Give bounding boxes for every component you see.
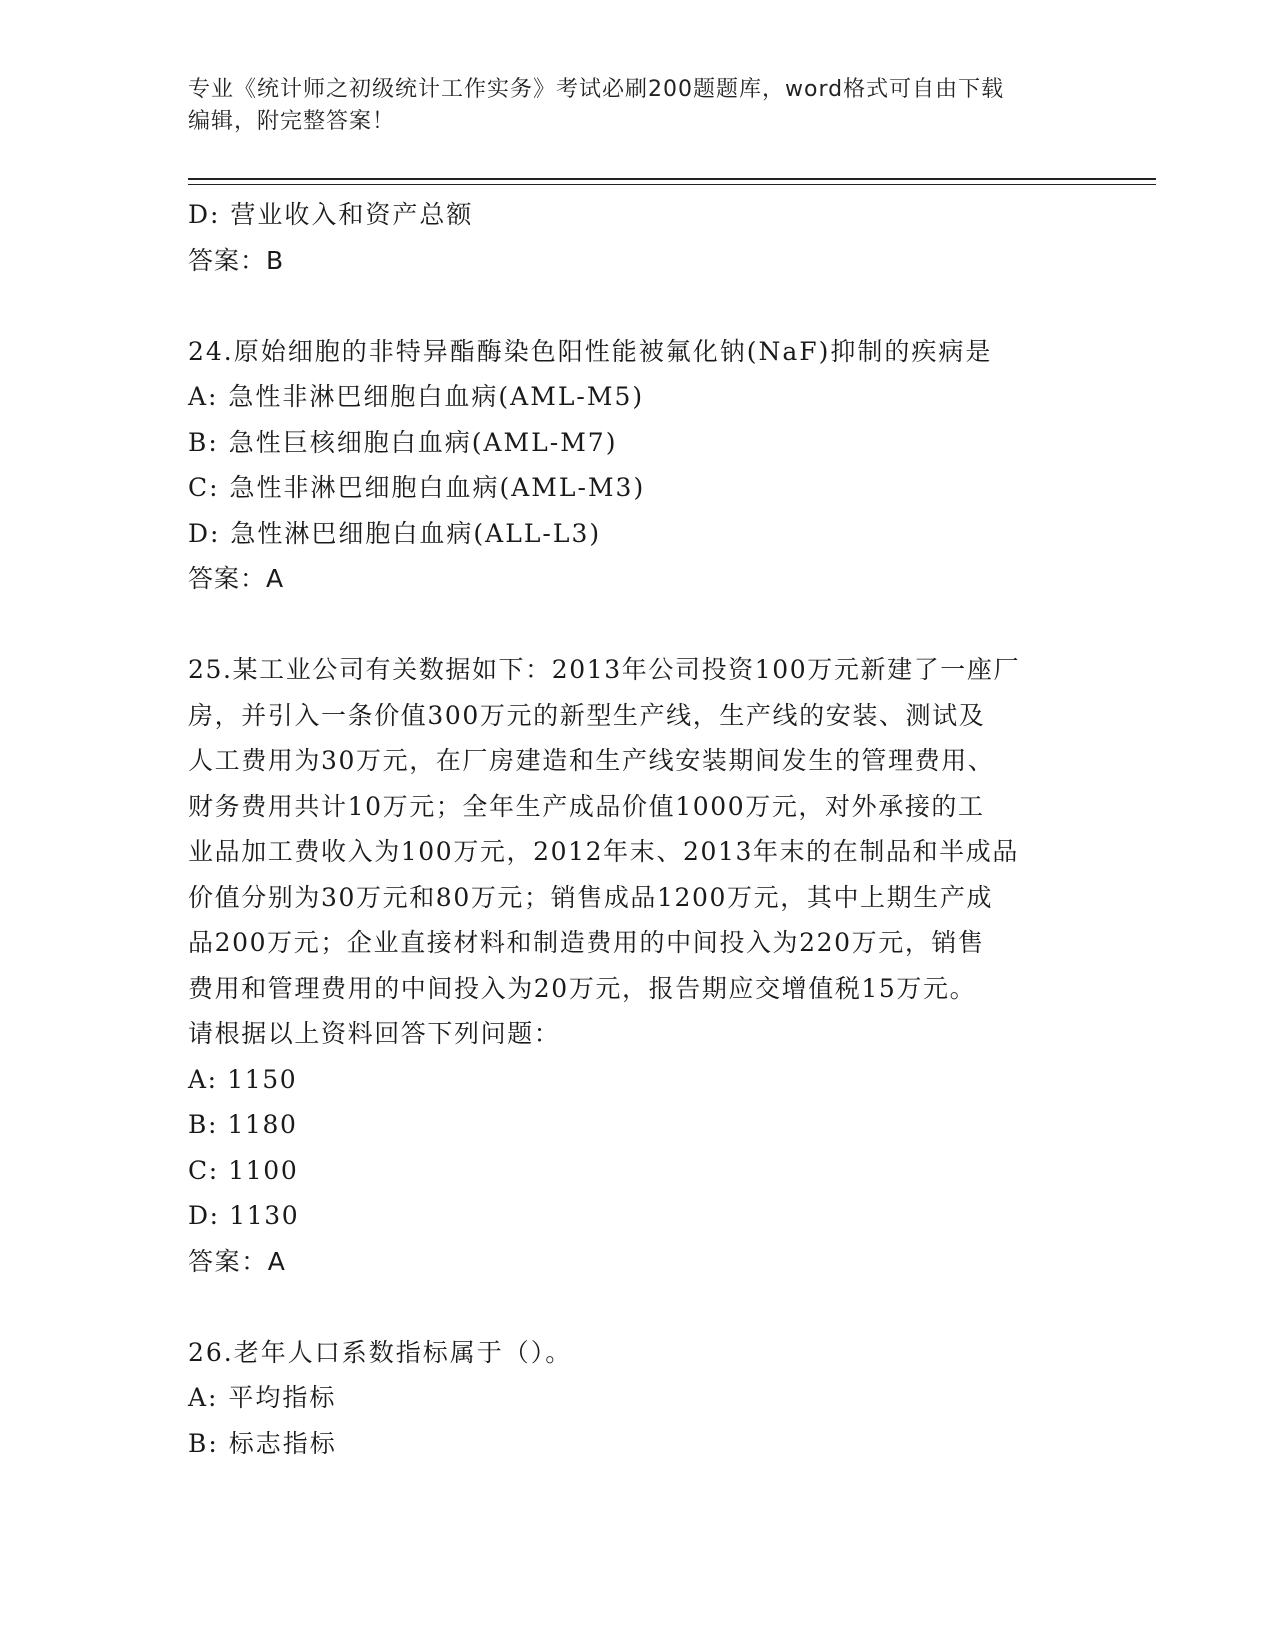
answer-label: 答案：A <box>188 564 285 593</box>
question-23-tail <box>188 192 1088 283</box>
header-divider-thick <box>188 178 1156 180</box>
question-text: 26.老年人口系数指标属于（）。 <box>188 1337 573 1367</box>
spacer <box>188 602 1088 648</box>
option-b: B: 标志指标 <box>188 1428 337 1458</box>
question-text-line: 业品加工费收入为100万元，2012年末、2013年末的在制品和半成品 <box>188 837 1019 866</box>
header-line-1: 专业《统计师之初级统计工作实务》考试必刷200题题库，word格式可自由下载 <box>188 77 1005 102</box>
option-a: A: 急性非淋巴细胞白血病(AML-M5) <box>188 382 645 411</box>
question-text-line: 品200万元；企业直接材料和制造费用的中间投入为220万元，销售 <box>188 928 985 957</box>
question-text-line: 费用和管理费用的中间投入为20万元，报告期应交增值税15万元。 <box>188 973 977 1003</box>
question-26 <box>188 1330 1088 1467</box>
question-content <box>188 192 1088 1466</box>
question-text-line: 25.某工业公司有关数据如下：2013年公司投资100万元新建了一座厂 <box>188 655 1021 684</box>
answer-label: 答案：A <box>188 1246 287 1276</box>
header-line-2: 编辑，附完整答案！ <box>188 109 396 134</box>
question-text: 24.原始细胞的非特异酯酶染色阳性能被氟化钠(NaF)抑制的疾病是 <box>188 336 993 366</box>
option-c: C: 1100 <box>188 1155 299 1185</box>
question-text-line: 请根据以上资料回答下列问题： <box>188 1019 561 1048</box>
option-b: B: 急性巨核细胞白血病(AML-M7) <box>188 427 618 457</box>
option-a: A: 1150 <box>188 1064 298 1094</box>
spacer <box>188 283 1088 329</box>
option-c: C: 急性非淋巴细胞白血病(AML-M3) <box>188 473 646 502</box>
question-text-line: 人工费用为30万元，在厂房建造和生产线安装期间发生的管理费用、 <box>188 746 995 775</box>
question-text-line: 财务费用共计10万元；全年生产成品价值1000万元，对外承接的工 <box>188 791 985 821</box>
question-text-line: 房，并引入一条价值300万元的新型生产线，生产线的安装、测试及 <box>188 700 986 730</box>
page-header <box>188 74 1088 138</box>
question-text-line: 价值分别为30万元和80万元；销售成品1200万元，其中上期生产成 <box>188 882 994 912</box>
question-24 <box>188 329 1088 602</box>
option-d: D: 急性淋巴细胞白血病(ALL-L3) <box>188 518 602 548</box>
header-divider-thin <box>188 184 1156 185</box>
option-a: A: 平均指标 <box>188 1383 337 1412</box>
option-d: D: 1130 <box>188 1201 300 1230</box>
question-25 <box>188 647 1088 1284</box>
option-b: B: 1180 <box>188 1110 298 1139</box>
spacer <box>188 1284 1088 1330</box>
answer-label: 答案：B <box>188 245 285 275</box>
option-d: D: 营业收入和资产总额 <box>188 200 474 229</box>
